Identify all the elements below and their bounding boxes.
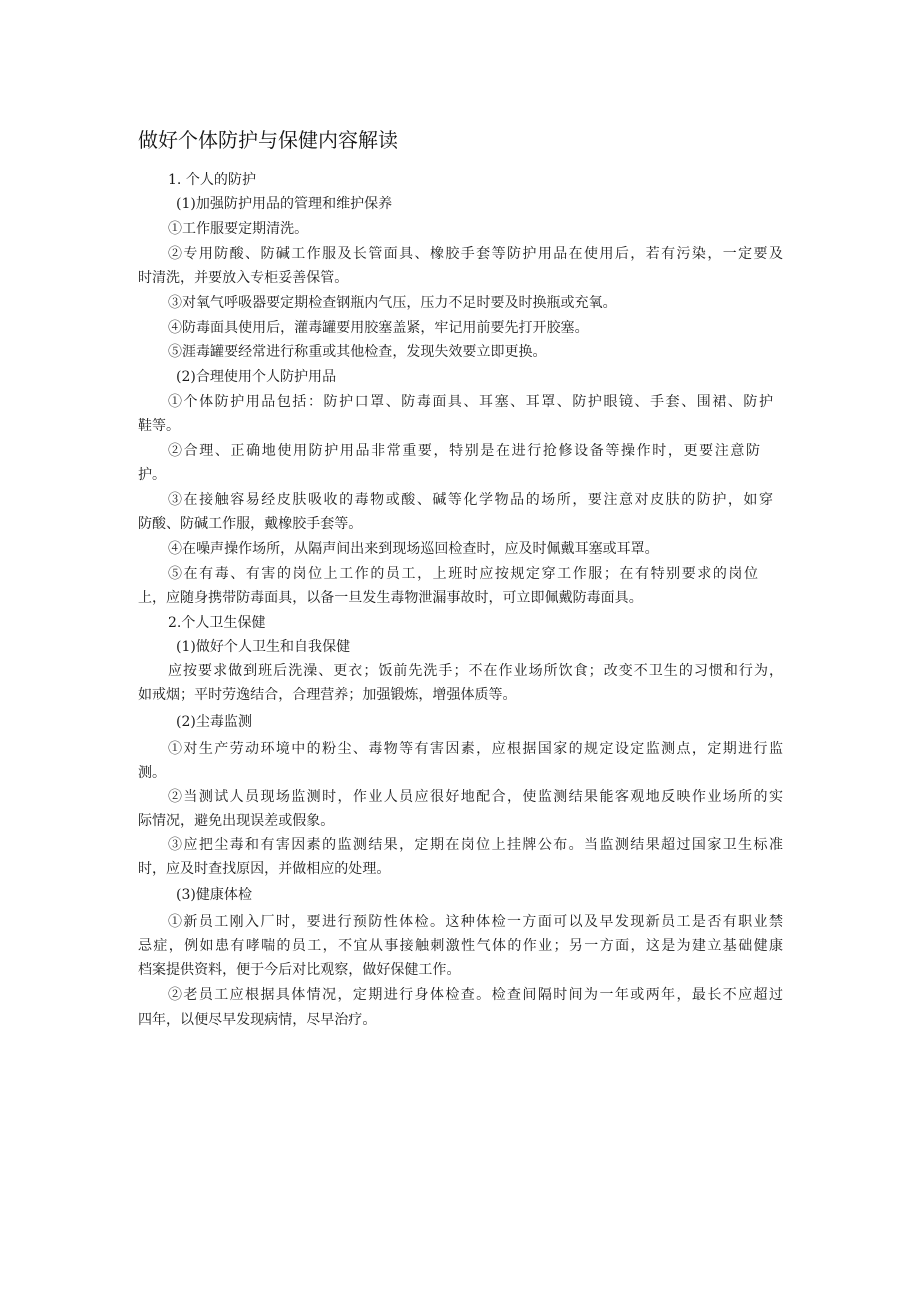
paragraph-line: 应按要求做到班后洗澡、更衣；饭前先洗手；不在作业场所饮食；改变不卫生的习惯和行为， (168, 663, 783, 679)
document-title: 做好个体防护与保健内容解读 (138, 128, 398, 152)
paragraph-line: ②专用防酸、防碱工作服及长管面具、橡胶手套等防护用品在使用后，若有污染，一定要及 (168, 246, 783, 262)
subsection-heading: (1)做好个人卫生和自我保健 (176, 639, 351, 655)
paragraph-line: ③对氧气呼吸器要定期检查钢瓶内气压，压力不足时要及时换瓶或充氧。 (168, 295, 617, 311)
subsection-heading: (2)合理使用个人防护用品 (176, 369, 337, 385)
paragraph-line: 如戒烟；平时劳逸结合，合理营养；加强锻炼，增强体质等。 (138, 687, 517, 703)
subsection-heading: (3)健康体检 (176, 887, 252, 903)
paragraph-line: ⑤在有毒、有害的岗位上工作的员工，上班时应按规定穿工作服；在有特别要求的岗位 (168, 566, 758, 582)
paragraph-line: ②老员工应根据具体情况，定期进行身体检查。检查间隔时间为一年或两年，最长不应超过 (168, 987, 783, 1003)
paragraph-line: 上，应随身携带防毒面具，以备一旦发生毒物泄漏事故时，可立即佩戴防毒面具。 (138, 590, 643, 606)
subsection-heading: (2)尘毒监测 (176, 714, 252, 730)
paragraph-line: 档案提供资料，便于今后对比观察，做好保健工作。 (138, 962, 461, 978)
paragraph-line: 际情况，避免出现误差或假象。 (138, 813, 335, 829)
paragraph-line: ④防毒面具使用后，灌毒罐要用胶塞盖紧，牢记用前要先打开胶塞。 (168, 320, 589, 336)
paragraph-line: 鞋等。 (138, 418, 181, 434)
paragraph-line: 时，应及时查找原因，并做相应的处理。 (138, 861, 391, 877)
subsection-heading: (1)加强防护用品的管理和维护保养 (176, 196, 393, 212)
paragraph-line: 时清洗，并要放入专柜妥善保管。 (138, 270, 349, 286)
paragraph-line: ④在噪声操作场所，从隔声间出来到现场巡回检查时，应及时佩戴耳塞或耳罩。 (168, 541, 659, 557)
section-heading: 1. 个人的防护 (168, 172, 256, 188)
section-heading: 2.个人卫生保健 (168, 615, 266, 631)
paragraph-line: ⑤涯毒罐要经常进行称重或其他检查，发现失效要立即更换。 (168, 344, 547, 360)
paragraph-line: 四年，以便尽早发现病情，尽早治疗。 (138, 1012, 377, 1028)
paragraph-line: 测。 (138, 765, 167, 781)
paragraph-line: ①工作服要定期清洗。 (168, 221, 309, 237)
paragraph-line: ③在接触容易经皮肤吸收的毒物或酸、碱等化学物品的场所，要注意对皮肤的防护，如穿 (168, 492, 773, 508)
paragraph-line: ①个体防护用品包括：防护口罩、防毒面具、耳塞、耳罩、防护眼镜、手套、围裙、防护 (168, 394, 773, 410)
paragraph-line: ①新员工刚入厂时，要进行预防性体检。这种体检一方面可以及早发现新员工是否有职业禁 (168, 914, 783, 930)
paragraph-line: ①对生产劳动环境中的粉尘、毒物等有害因素，应根据国家的规定设定监测点，定期进行监 (168, 741, 783, 757)
paragraph-line: 防酸、防碱工作服，戴橡胶手套等。 (138, 516, 363, 532)
paragraph-line: ②合理、正确地使用防护用品非常重要，特别是在进行抢修设备等操作时，更要注意防 (168, 443, 760, 459)
paragraph-line: 护。 (138, 467, 167, 483)
paragraph-line: ③应把尘毒和有害因素的监测结果，定期在岗位上挂牌公布。当监测结果超过国家卫生标准 (168, 837, 783, 853)
paragraph-line: 忌症，例如患有哮喘的员工，不宜从事接触刺激性气体的作业；另一方面，这是为建立基础健康 (138, 938, 783, 954)
paragraph-line: ②当测试人员现场监测时，作业人员应很好地配合，使监测结果能客观地反映作业场所的实 (168, 789, 783, 805)
